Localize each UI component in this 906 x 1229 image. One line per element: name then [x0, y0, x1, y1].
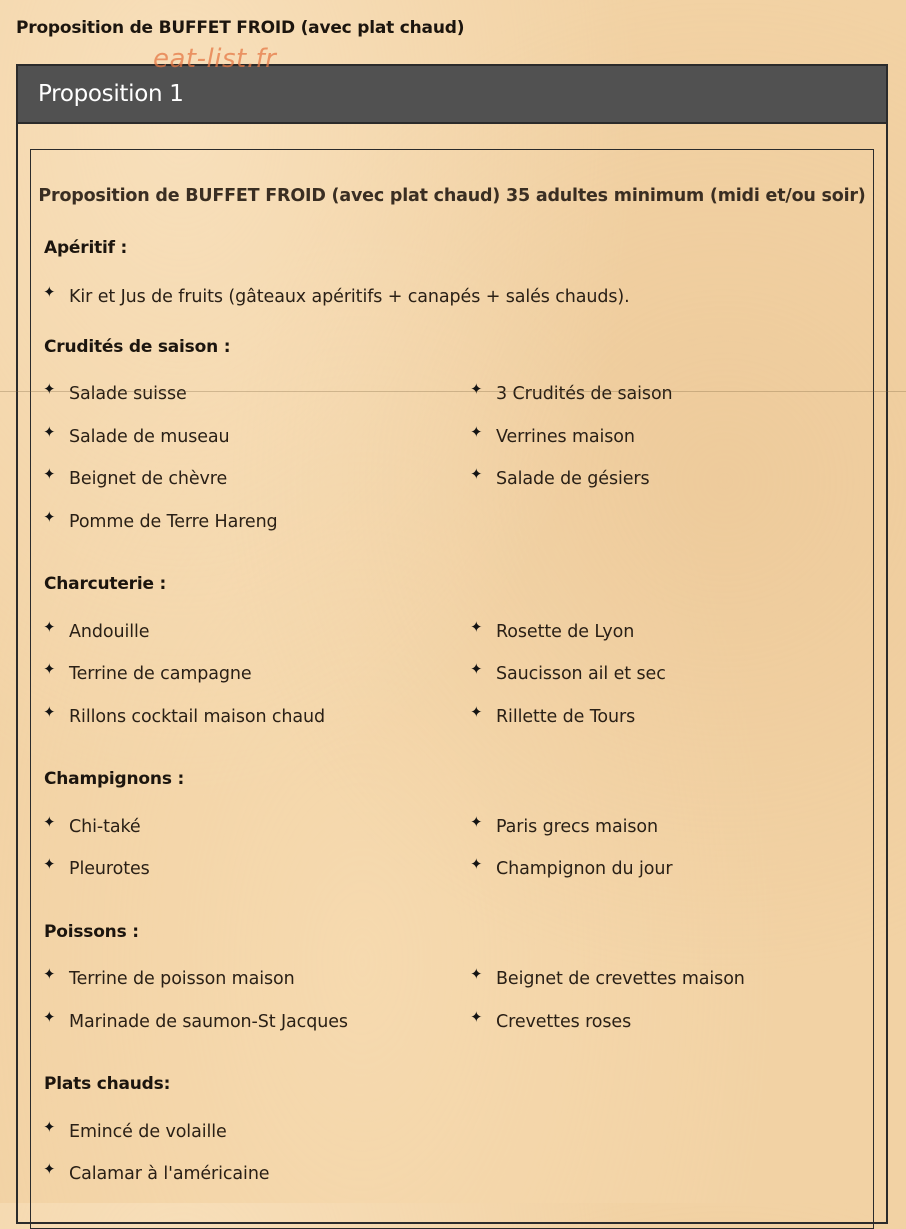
four-point-star-icon: ✦	[43, 703, 56, 721]
list-item: ✦ Emincé de volaille	[43, 1118, 227, 1142]
list-item: ✦ Verrines maison	[470, 423, 635, 447]
four-point-star-icon: ✦	[43, 1118, 56, 1136]
list-item: ✦ Crevettes roses	[470, 1008, 632, 1032]
four-point-star-icon: ✦	[43, 618, 56, 636]
four-point-star-icon: ✦	[470, 1008, 483, 1026]
menu-box	[30, 149, 874, 1229]
section-heading-champignons: Champignons :	[44, 769, 185, 789]
four-point-star-icon: ✦	[470, 423, 483, 441]
divider-line	[0, 391, 906, 392]
four-point-star-icon: ✦	[470, 855, 483, 873]
list-item: ✦ Rosette de Lyon	[470, 618, 635, 642]
list-item: ✦ Calamar à l'américaine	[43, 1160, 270, 1184]
list-item: ✦ Champignon du jour	[470, 855, 673, 879]
four-point-star-icon: ✦	[43, 1160, 56, 1178]
list-item: ✦ Rillons cocktail maison chaud	[43, 703, 326, 727]
section-heading-crudites: Crudités de saison :	[44, 337, 231, 357]
section-heading-plats-chauds: Plats chauds:	[44, 1074, 171, 1094]
four-point-star-icon: ✦	[470, 813, 483, 831]
list-item: ✦ Chi-také	[43, 813, 141, 837]
list-item: ✦ Pomme de Terre Hareng	[43, 508, 278, 532]
list-item: ✦ Terrine de campagne	[43, 660, 252, 684]
menu-title: Proposition de BUFFET FROID (avec plat chaud) 35 adultes minimum (midi et/ou soir)	[38, 186, 866, 206]
list-item: ✦ Salade suisse	[43, 380, 187, 404]
four-point-star-icon: ✦	[470, 618, 483, 636]
list-item: ✦ Andouille	[43, 618, 150, 642]
four-point-star-icon: ✦	[43, 508, 56, 526]
list-item: ✦ Marinade de saumon-St Jacques	[43, 1008, 348, 1032]
list-item: ✦ Beignet de crevettes maison	[470, 965, 745, 989]
list-item: ✦ Pleurotes	[43, 855, 150, 879]
four-point-star-icon: ✦	[43, 423, 56, 441]
list-item: ✦ 3 Crudités de saison	[470, 380, 673, 404]
list-item: ✦ Kir et Jus de fruits (gâteaux apéritifs + canapés + salés chauds).	[43, 283, 630, 307]
four-point-star-icon: ✦	[43, 660, 56, 678]
four-point-star-icon: ✦	[43, 283, 56, 301]
list-item: ✦ Beignet de chèvre	[43, 465, 228, 489]
section-heading-charcuterie: Charcuterie :	[44, 574, 167, 594]
four-point-star-icon: ✦	[43, 380, 56, 398]
four-point-star-icon: ✦	[470, 465, 483, 483]
page-heading: Proposition de BUFFET FROID (avec plat chaud)	[16, 18, 465, 38]
list-item: ✦ Saucisson ail et sec	[470, 660, 666, 684]
list-item: ✦ Salade de museau	[43, 423, 230, 447]
four-point-star-icon: ✦	[470, 380, 483, 398]
list-item: ✦ Rillette de Tours	[470, 703, 636, 727]
four-point-star-icon: ✦	[470, 965, 483, 983]
list-item: ✦ Paris grecs maison	[470, 813, 658, 837]
list-item: ✦ Terrine de poisson maison	[43, 965, 295, 989]
list-item: ✦ Salade de gésiers	[470, 465, 650, 489]
section-heading-aperitif: Apéritif :	[44, 238, 128, 258]
four-point-star-icon: ✦	[43, 855, 56, 873]
four-point-star-icon: ✦	[470, 703, 483, 721]
panel-header[interactable]	[18, 66, 886, 124]
four-point-star-icon: ✦	[470, 660, 483, 678]
four-point-star-icon: ✦	[43, 965, 56, 983]
four-point-star-icon: ✦	[43, 1008, 56, 1026]
four-point-star-icon: ✦	[43, 813, 56, 831]
section-heading-poissons: Poissons :	[44, 922, 139, 942]
four-point-star-icon: ✦	[43, 465, 56, 483]
watermark-text: eat-list.fr	[153, 44, 277, 74]
panel-title: Proposition 1	[38, 81, 184, 107]
